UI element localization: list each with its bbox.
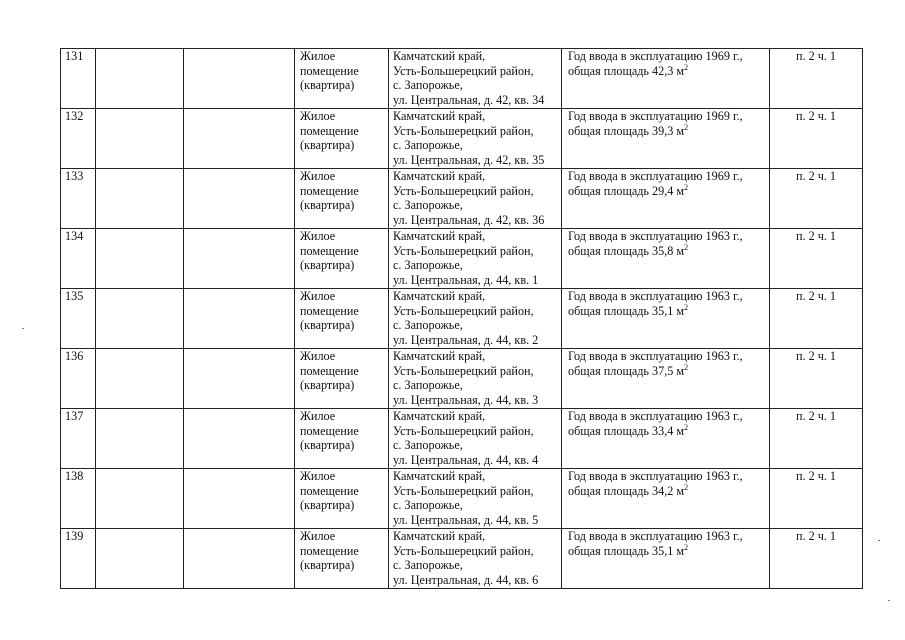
address-line: Усть-Большерецкий район,	[393, 483, 534, 498]
address-line: Усть-Большерецкий район,	[393, 123, 534, 138]
address-cell	[389, 49, 562, 109]
row-number: 133	[61, 169, 96, 229]
property-type-line: помещение	[300, 543, 359, 558]
address-line: с. Запорожье,	[393, 498, 463, 513]
empty-cell	[184, 469, 295, 529]
address-cell	[389, 109, 562, 169]
property-table	[60, 48, 863, 589]
table-row	[61, 409, 863, 469]
empty-cell	[96, 49, 184, 109]
area-line: общая площадь 39,3 $м^2$	[568, 122, 689, 138]
address-line: ул. Центральная, д. 44, кв. 1	[393, 272, 539, 287]
legal-basis-cell: п. 2 ч. 1	[770, 289, 863, 349]
table-row	[61, 49, 863, 109]
description-line: Год ввода в эксплуатацию 1969 г.,	[568, 169, 743, 183]
property-type-cell	[295, 109, 389, 169]
row-number: 138	[61, 469, 96, 529]
area-line: общая площадь 35,8 $м^2$	[568, 242, 689, 258]
address-line: Усть-Большерецкий район,	[393, 543, 534, 558]
address-cell	[389, 169, 562, 229]
description-cell	[562, 529, 770, 589]
property-type-line: (квартира)	[300, 198, 355, 213]
address-line: с. Запорожье,	[393, 318, 463, 333]
address-line: ул. Центральная, д. 44, кв. 2	[393, 332, 539, 347]
area-line: общая площадь 42,3 $м^2$	[568, 62, 689, 78]
property-type-line: (квартира)	[300, 378, 355, 393]
description-line: Год ввода в эксплуатацию 1963 г.,	[568, 529, 743, 543]
row-number: 137	[61, 409, 96, 469]
property-type-line: (квартира)	[300, 498, 355, 513]
address-line: Камчатский край,	[393, 289, 486, 303]
area-line: общая площадь 33,4 $м^2$	[568, 422, 689, 438]
empty-cell	[184, 529, 295, 589]
address-cell	[389, 529, 562, 589]
description-line: Год ввода в эксплуатацию 1963 г.,	[568, 289, 743, 303]
scan-speck	[22, 328, 24, 329]
property-type-cell	[295, 289, 389, 349]
description-line: Год ввода в эксплуатацию 1963 г.,	[568, 409, 743, 423]
address-line: Камчатский край,	[393, 349, 486, 363]
table-row	[61, 529, 863, 589]
address-cell	[389, 289, 562, 349]
property-type-line: помещение	[300, 303, 359, 318]
empty-cell	[184, 169, 295, 229]
property-type-line: Жилое	[300, 169, 336, 183]
description-cell	[562, 409, 770, 469]
scan-speck	[878, 540, 880, 541]
address-line: с. Запорожье,	[393, 198, 463, 213]
description-line: Год ввода в эксплуатацию 1963 г.,	[568, 229, 743, 243]
unit-superscript: 2	[684, 482, 689, 492]
property-type-cell	[295, 409, 389, 469]
row-number: 136	[61, 349, 96, 409]
area-line: общая площадь 34,2 $м^2$	[568, 482, 689, 498]
area-line: общая площадь 37,5 $м^2$	[568, 362, 689, 378]
description-cell	[562, 469, 770, 529]
address-line: ул. Центральная, д. 42, кв. 34	[393, 92, 545, 107]
property-type-line: (квартира)	[300, 138, 355, 153]
property-type-line: помещение	[300, 183, 359, 198]
property-type-line: помещение	[300, 63, 359, 78]
address-line: Усть-Большерецкий район,	[393, 423, 534, 438]
property-type-line: Жилое	[300, 469, 336, 483]
unit-superscript: 2	[684, 302, 689, 312]
address-line: Камчатский край,	[393, 529, 486, 543]
legal-basis-cell: п. 2 ч. 1	[770, 109, 863, 169]
table-body	[61, 49, 863, 589]
empty-cell	[96, 169, 184, 229]
address-line: Усть-Большерецкий район,	[393, 243, 534, 258]
area-line: общая площадь 35,1 $м^2$	[568, 542, 689, 558]
legal-basis-cell: п. 2 ч. 1	[770, 349, 863, 409]
legal-basis-cell: п. 2 ч. 1	[770, 49, 863, 109]
address-cell	[389, 409, 562, 469]
table-row	[61, 349, 863, 409]
row-number: 139	[61, 529, 96, 589]
address-line: ул. Центральная, д. 44, кв. 3	[393, 392, 539, 407]
address-cell	[389, 229, 562, 289]
address-line: Камчатский край,	[393, 109, 486, 123]
empty-cell	[184, 289, 295, 349]
address-line: Усть-Большерецкий район,	[393, 303, 534, 318]
address-line: с. Запорожье,	[393, 558, 463, 573]
address-line: ул. Центральная, д. 42, кв. 36	[393, 212, 545, 227]
description-cell	[562, 49, 770, 109]
unit-superscript: 2	[684, 242, 689, 252]
address-line: с. Запорожье,	[393, 78, 463, 93]
property-type-line: Жилое	[300, 289, 336, 303]
property-type-line: помещение	[300, 483, 359, 498]
address-line: Усть-Большерецкий район,	[393, 363, 534, 378]
address-line: с. Запорожье,	[393, 258, 463, 273]
property-type-cell	[295, 349, 389, 409]
legal-basis-cell: п. 2 ч. 1	[770, 409, 863, 469]
table-row	[61, 169, 863, 229]
empty-cell	[96, 109, 184, 169]
legal-basis-cell: п. 2 ч. 1	[770, 529, 863, 589]
description-cell	[562, 349, 770, 409]
address-line: Камчатский край,	[393, 469, 486, 483]
property-type-line: (квартира)	[300, 558, 355, 573]
address-line: Усть-Большерецкий район,	[393, 183, 534, 198]
address-line: с. Запорожье,	[393, 438, 463, 453]
empty-cell	[96, 529, 184, 589]
property-type-cell	[295, 229, 389, 289]
description-cell	[562, 169, 770, 229]
property-type-line: Жилое	[300, 409, 336, 423]
unit-superscript: 2	[684, 62, 689, 72]
address-line: Камчатский край,	[393, 409, 486, 423]
table-row	[61, 289, 863, 349]
address-line: с. Запорожье,	[393, 378, 463, 393]
empty-cell	[96, 229, 184, 289]
address-line: Усть-Большерецкий район,	[393, 63, 534, 78]
empty-cell	[96, 409, 184, 469]
unit-superscript: 2	[684, 362, 689, 372]
scan-speck	[888, 600, 890, 601]
address-line: Камчатский край,	[393, 229, 486, 243]
property-type-line: помещение	[300, 363, 359, 378]
empty-cell	[96, 349, 184, 409]
area-line: общая площадь 35,1 $м^2$	[568, 302, 689, 318]
description-cell	[562, 229, 770, 289]
address-line: с. Запорожье,	[393, 138, 463, 153]
description-line: Год ввода в эксплуатацию 1969 г.,	[568, 49, 743, 63]
property-type-line: Жилое	[300, 109, 336, 123]
property-type-line: Жилое	[300, 49, 336, 63]
empty-cell	[96, 469, 184, 529]
empty-cell	[184, 109, 295, 169]
table-row	[61, 469, 863, 529]
description-cell	[562, 289, 770, 349]
unit-superscript: 2	[684, 542, 689, 552]
property-type-line: Жилое	[300, 229, 336, 243]
row-number: 131	[61, 49, 96, 109]
address-cell	[389, 349, 562, 409]
property-type-line: (квартира)	[300, 78, 355, 93]
description-line: Год ввода в эксплуатацию 1969 г.,	[568, 109, 743, 123]
address-line: ул. Центральная, д. 42, кв. 35	[393, 152, 545, 167]
property-type-line: Жилое	[300, 349, 336, 363]
property-type-line: помещение	[300, 123, 359, 138]
row-number: 134	[61, 229, 96, 289]
unit-superscript: 2	[684, 122, 689, 132]
row-number: 135	[61, 289, 96, 349]
empty-cell	[184, 49, 295, 109]
address-line: Камчатский край,	[393, 49, 486, 63]
property-type-cell	[295, 169, 389, 229]
address-line: ул. Центральная, д. 44, кв. 5	[393, 512, 539, 527]
description-line: Год ввода в эксплуатацию 1963 г.,	[568, 469, 743, 483]
empty-cell	[96, 289, 184, 349]
description-line: Год ввода в эксплуатацию 1963 г.,	[568, 349, 743, 363]
row-number: 132	[61, 109, 96, 169]
property-type-line: помещение	[300, 243, 359, 258]
property-type-cell	[295, 529, 389, 589]
legal-basis-cell: п. 2 ч. 1	[770, 229, 863, 289]
empty-cell	[184, 229, 295, 289]
property-type-line: помещение	[300, 423, 359, 438]
table-row	[61, 109, 863, 169]
legal-basis-cell: п. 2 ч. 1	[770, 469, 863, 529]
property-type-line: (квартира)	[300, 318, 355, 333]
property-type-line: Жилое	[300, 529, 336, 543]
unit-superscript: 2	[684, 182, 689, 192]
area-line: общая площадь 29,4 $м^2$	[568, 182, 689, 198]
address-line: Камчатский край,	[393, 169, 486, 183]
address-cell	[389, 469, 562, 529]
table-row	[61, 229, 863, 289]
property-type-cell	[295, 469, 389, 529]
property-type-line: (квартира)	[300, 438, 355, 453]
property-type-cell	[295, 49, 389, 109]
legal-basis-cell: п. 2 ч. 1	[770, 169, 863, 229]
empty-cell	[184, 349, 295, 409]
description-cell	[562, 109, 770, 169]
empty-cell	[184, 409, 295, 469]
unit-superscript: 2	[684, 422, 689, 432]
address-line: ул. Центральная, д. 44, кв. 4	[393, 452, 539, 467]
property-type-line: (квартира)	[300, 258, 355, 273]
address-line: ул. Центральная, д. 44, кв. 6	[393, 572, 539, 587]
